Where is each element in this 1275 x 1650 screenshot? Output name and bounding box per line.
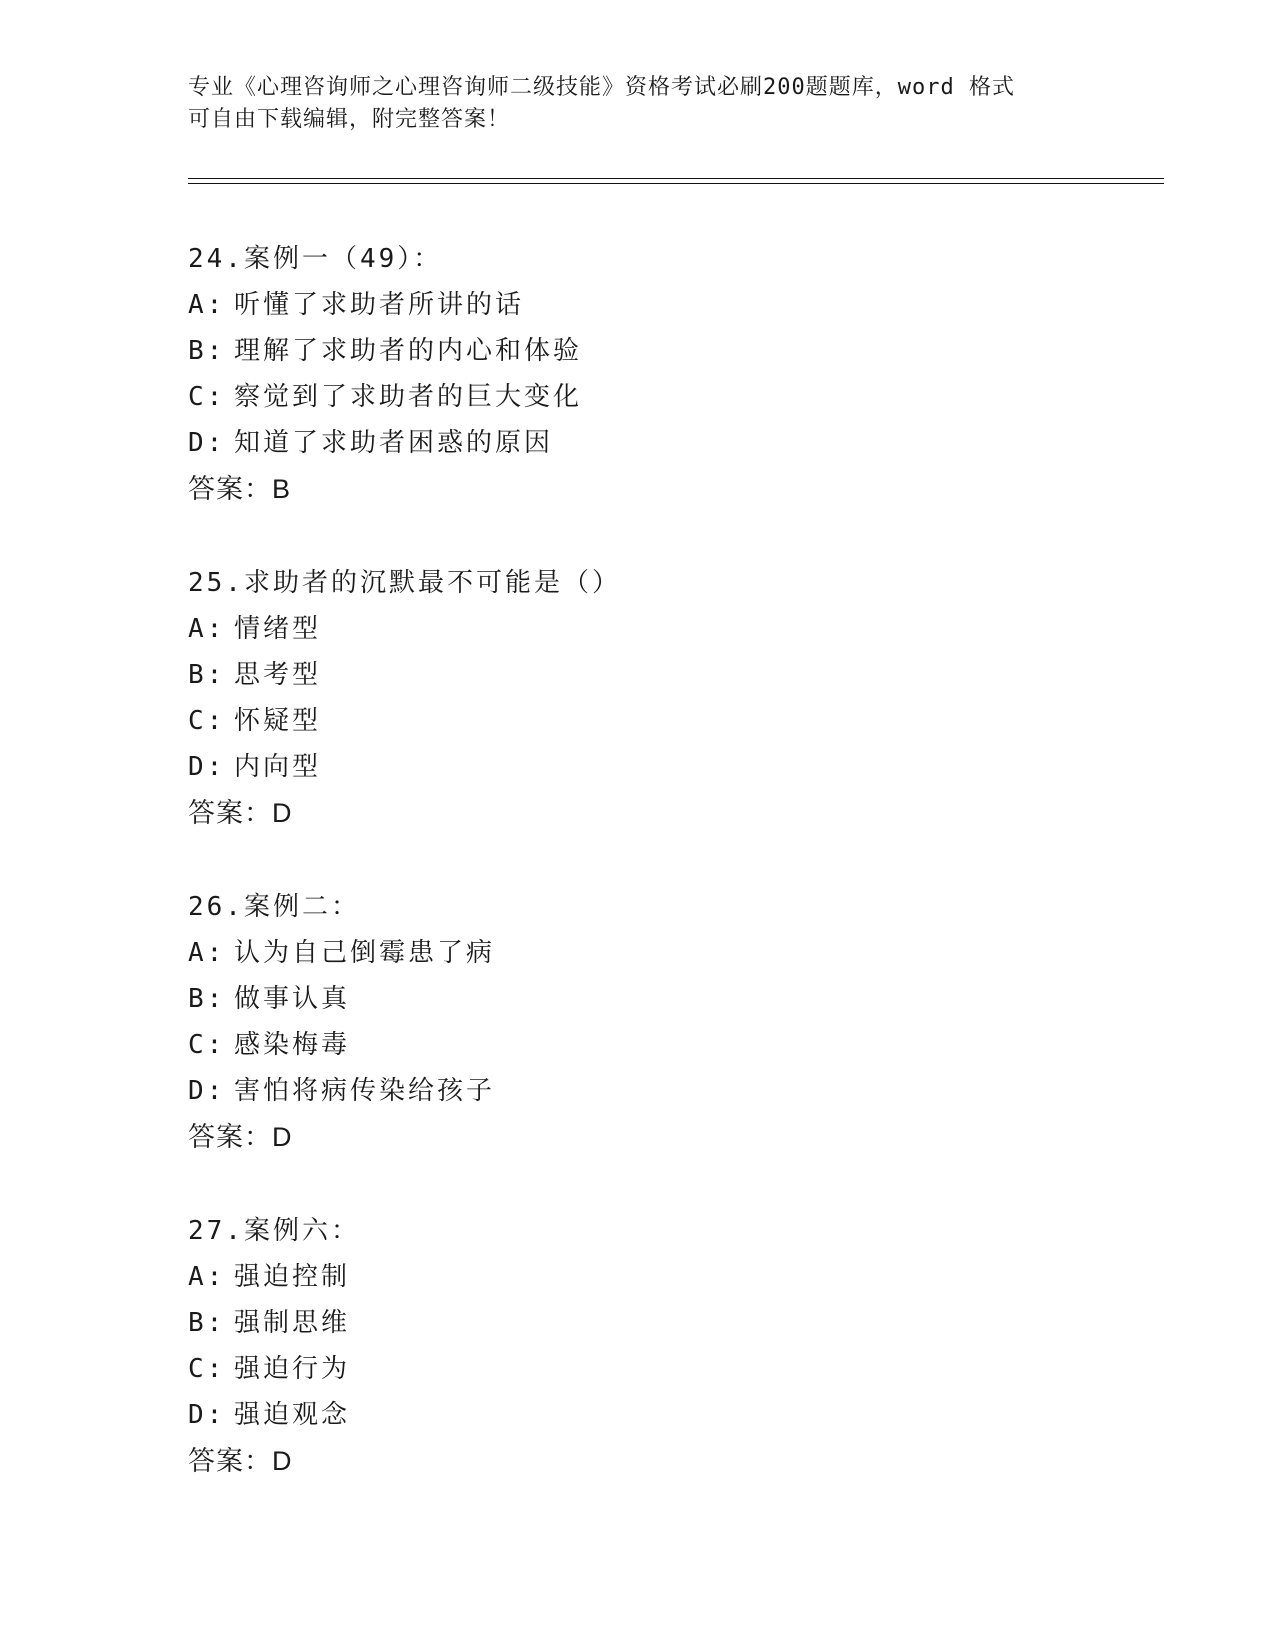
question-stem: 24.案例一（49）： bbox=[188, 244, 443, 274]
option-label: A: bbox=[188, 614, 226, 644]
option-a bbox=[188, 282, 1088, 328]
option-text: 思考型 bbox=[234, 660, 322, 690]
option-label: B: bbox=[188, 660, 226, 690]
question-24 bbox=[188, 236, 1088, 512]
option-label: B: bbox=[188, 336, 226, 366]
option-label: A: bbox=[188, 290, 226, 320]
option-label: A: bbox=[188, 938, 226, 968]
option-b bbox=[188, 652, 1088, 698]
option-text: 怀疑型 bbox=[234, 706, 322, 736]
option-text: 强迫控制 bbox=[234, 1262, 351, 1292]
question-stem: 26.案例二： bbox=[188, 892, 360, 922]
option-text: 听懂了求助者所讲的话 bbox=[234, 290, 525, 320]
option-label: A: bbox=[188, 1262, 226, 1292]
option-d bbox=[188, 420, 1088, 466]
header-divider-bottom bbox=[188, 183, 1164, 184]
answer-line: 答案：D bbox=[188, 1122, 293, 1152]
option-text: 强迫观念 bbox=[234, 1400, 351, 1430]
option-a bbox=[188, 1254, 1088, 1300]
question-27 bbox=[188, 1208, 1088, 1484]
option-text: 害怕将病传染给孩子 bbox=[234, 1076, 496, 1106]
option-text: 做事认真 bbox=[234, 984, 351, 1014]
question-25 bbox=[188, 560, 1088, 836]
option-label: B: bbox=[188, 1308, 226, 1338]
option-c bbox=[188, 1346, 1088, 1392]
option-text: 知道了求助者困惑的原因 bbox=[234, 428, 554, 458]
option-label: C: bbox=[188, 382, 226, 412]
answer-line: 答案：B bbox=[188, 474, 292, 504]
option-label: D: bbox=[188, 752, 226, 782]
option-text: 察觉到了求助者的巨大变化 bbox=[234, 382, 583, 412]
option-label: C: bbox=[188, 1354, 226, 1384]
option-d bbox=[188, 1068, 1088, 1114]
option-label: B: bbox=[188, 984, 226, 1014]
question-stem: 27.案例六： bbox=[188, 1216, 360, 1246]
option-text: 感染梅毒 bbox=[234, 1030, 351, 1060]
header-divider-top bbox=[188, 178, 1164, 179]
option-a bbox=[188, 930, 1088, 976]
question-stem: 25.求助者的沉默最不可能是（） bbox=[188, 568, 621, 598]
option-b bbox=[188, 328, 1088, 374]
option-c bbox=[188, 374, 1088, 420]
option-text: 内向型 bbox=[234, 752, 322, 782]
option-d bbox=[188, 744, 1088, 790]
option-a bbox=[188, 606, 1088, 652]
option-label: D: bbox=[188, 1400, 226, 1430]
option-label: C: bbox=[188, 706, 226, 736]
answer-line: 答案：D bbox=[188, 1446, 293, 1476]
option-b bbox=[188, 976, 1088, 1022]
answer-line: 答案：D bbox=[188, 798, 293, 828]
question-26 bbox=[188, 884, 1088, 1160]
option-text: 强制思维 bbox=[234, 1308, 351, 1338]
document-header bbox=[188, 72, 1088, 136]
option-d bbox=[188, 1392, 1088, 1438]
option-label: C: bbox=[188, 1030, 226, 1060]
header-line-1: 专业《心理咨询师之心理咨询师二级技能》资格考试必刷200题题库，word 格式 bbox=[188, 75, 1015, 100]
option-text: 情绪型 bbox=[234, 614, 322, 644]
option-label: D: bbox=[188, 428, 226, 458]
option-text: 认为自己倒霉患了病 bbox=[234, 938, 496, 968]
option-label: D: bbox=[188, 1076, 226, 1106]
option-c bbox=[188, 1022, 1088, 1068]
option-b bbox=[188, 1300, 1088, 1346]
question-list bbox=[188, 236, 1088, 1532]
option-text: 理解了求助者的内心和体验 bbox=[234, 336, 583, 366]
option-c bbox=[188, 698, 1088, 744]
header-line-2: 可自由下载编辑，附完整答案！ bbox=[188, 107, 511, 132]
option-text: 强迫行为 bbox=[234, 1354, 351, 1384]
